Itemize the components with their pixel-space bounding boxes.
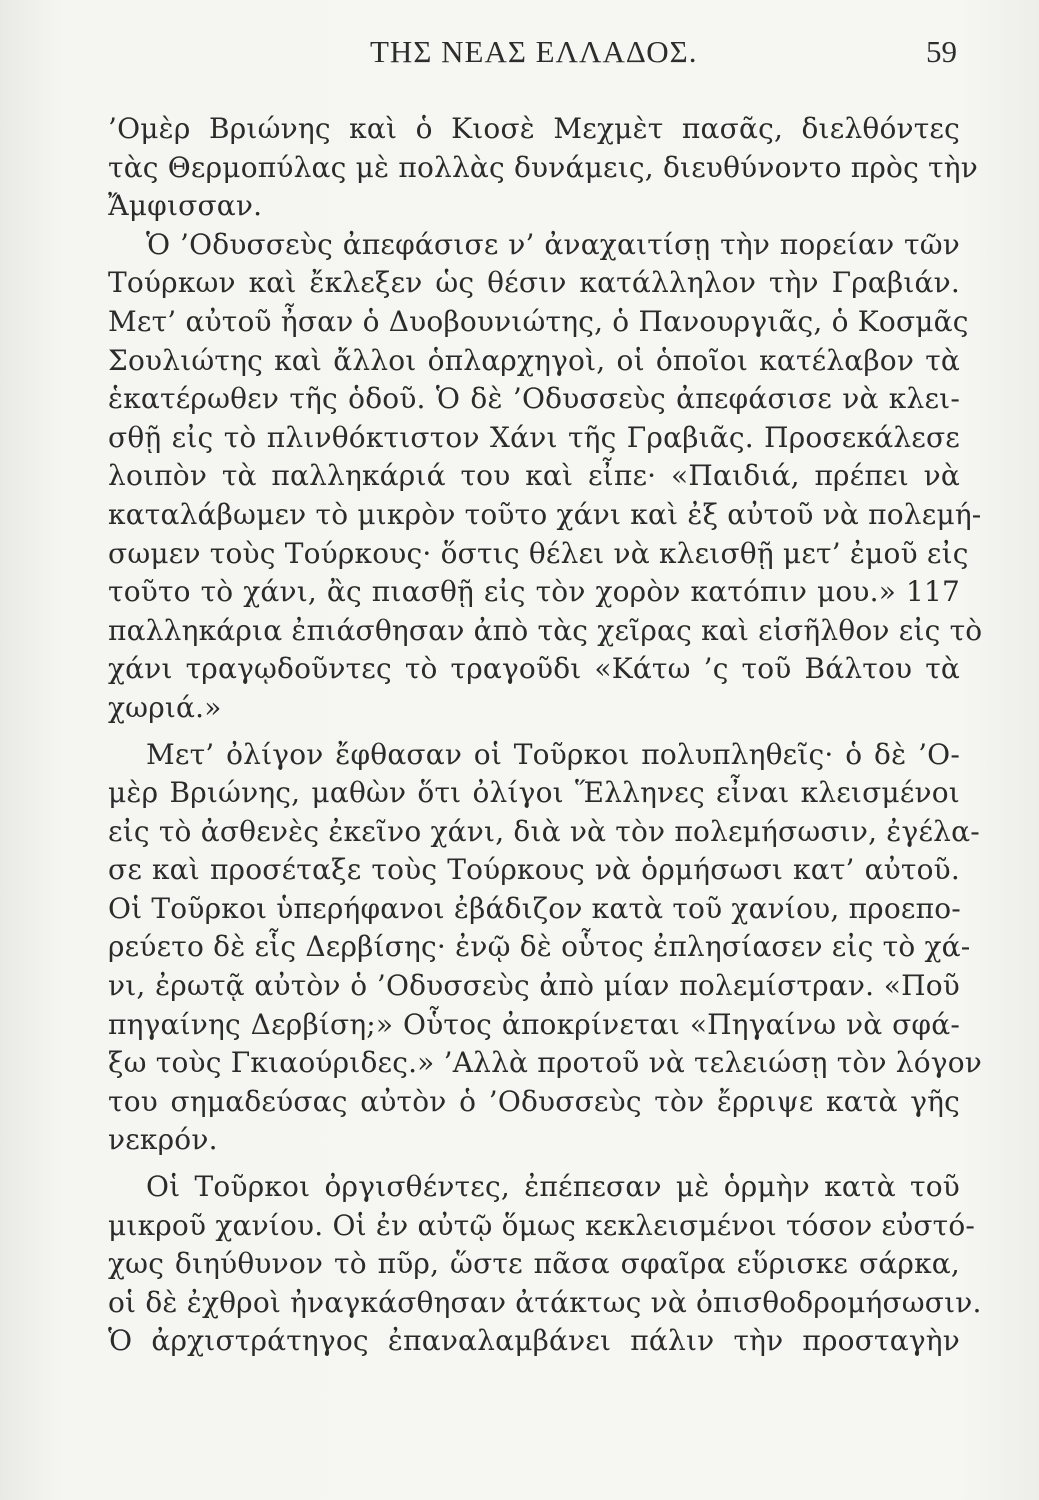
page-number: 59 — [926, 34, 957, 69]
text-line: Μετ’ αὐτοῦ ἦσαν ὁ Δυοβουνιώτης, ὁ Πανουργιᾶς, ὁ Κοσμᾶς — [108, 304, 969, 338]
text-line: λοιπὸν τὰ παλληκάριά του καὶ εἶπε· «Παιδιά, πρέπει νὰ — [108, 459, 960, 493]
text-line: ξω τοὺς Γκιαούριδες.» ’Αλλὰ προτοῦ νὰ τελειώσῃ τὸν λόγον — [108, 1046, 982, 1080]
text-line: χάνι τραγῳδοῦντες τὸ τραγοῦδι «Κάτω ’ς τοῦ Βάλτου τὰ — [108, 652, 960, 686]
text-line: Οἱ Τοῦρκοι ὀργισθέντες, ἐπέπεσαν μὲ ὁρμὴν κατὰ τοῦ — [146, 1170, 960, 1204]
text-line: του σημαδεύσας αὐτὸν ὁ ’Οδυσσεὺς τὸν ἔρριψε κατὰ γῆς — [108, 1084, 960, 1118]
text-line: Τούρκων καὶ ἔκλεξεν ὡς θέσιν κατάλληλον τὴν Γραβιάν. — [108, 266, 960, 300]
text-line: Ὁ ἀρχιστράτηγος ἐπαναλαμβάνει πάλιν τὴν προσταγὴν — [108, 1324, 960, 1358]
text-line: νεκρόν. — [108, 1123, 218, 1157]
text-line: τοῦτο τὸ χάνι, ἂς πιασθῇ εἰς τὸν χορὸν κατόπιν μου.» 117 — [108, 575, 960, 609]
body-text — [108, 110, 983, 1361]
running-title: ΤΗΣ ΝΕΑΣ ΕΛΛΑΔΟΣ. — [370, 34, 698, 69]
text-line: οἱ δὲ ἐχθροὶ ἠναγκάσθησαν ἀτάκτως νὰ ὀπισθοδρομήσωσιν. — [108, 1285, 982, 1319]
text-line: μὲρ Βριώνης, μαθὼν ὅτι ὀλίγοι Ἕλληνες εἶναι κλεισμένοι — [108, 776, 960, 810]
page-header — [0, 30, 1039, 80]
text-line: ’Ομὲρ Βριώνης καὶ ὁ Κιοσὲ Μεχμὲτ πασᾶς, διελθόντες — [108, 112, 960, 145]
text-line: ἑκατέρωθεν τῆς ὁδοῦ. Ὁ δὲ ’Οδυσσεὺς ἀπεφάσισε νὰ κλει- — [108, 382, 960, 416]
text-line: χωριά.» — [108, 690, 222, 724]
text-line: νι, ἐρωτᾷ αὐτὸν ὁ ’Οδυσσεὺς ἀπὸ μίαν πολεμίστραν. «Ποῦ — [108, 969, 960, 1003]
text-line: Ὁ ’Οδυσσεὺς ἀπεφάσισε ν’ ἀναχαιτίσῃ τὴν πορείαν τῶν — [146, 227, 960, 261]
text-line: σωμεν τοὺς Τούρκους· ὅστις θέλει νὰ κλεισθῇ μετ’ ἐμοῦ εἰς — [108, 536, 969, 570]
text-line: Μετ’ ὀλίγον ἔφθασαν οἱ Τοῦρκοι πολυπληθεῖς· ὁ δὲ ’Ο- — [146, 737, 960, 771]
text-line: καταλάβωμεν τὸ μικρὸν τοῦτο χάνι καὶ ἐξ αὐτοῦ νὰ πολεμή- — [108, 497, 982, 531]
text-line: τὰς Θερμοπύλας μὲ πολλὰς δυνάμεις, διευθύνοντο πρὸς τὴν — [108, 150, 978, 184]
text-line: μικροῦ χανίου. Οἱ ἐν αὐτῷ ὅμως κεκλεισμένοι τόσον εὐστό- — [108, 1208, 976, 1242]
text-line: ρεύετο δὲ εἷς Δερβίσης· ἐνῷ δὲ οὗτος ἐπλησίασεν εἰς τὸ χά- — [108, 930, 971, 964]
text-line: Σουλιώτης καὶ ἄλλοι ὁπλαρχηγοὶ, οἱ ὁποῖοι κατέλαβον τὰ — [108, 343, 960, 377]
text-line: παλληκάρια ἐπιάσθησαν ἀπὸ τὰς χεῖρας καὶ εἰσῆλθον εἰς τὸ — [108, 613, 983, 647]
text-line: πηγαίνης Δερβίση;» Οὗτος ἀποκρίνεται «Πηγαίνω νὰ σφά- — [108, 1007, 960, 1041]
text-line: Οἱ Τοῦρκοι ὑπερήφανοι ἐβάδιζον κατὰ τοῦ χανίου, προεπο- — [108, 891, 961, 925]
text-line: σθῇ εἰς τὸ πλινθόκτιστον Χάνι τῆς Γραβιᾶς. Προσεκάλεσε — [108, 420, 960, 454]
text-line: σε καὶ προσέταξε τοὺς Τούρκους νὰ ὁρμήσωσι κατ’ αὐτοῦ. — [108, 853, 960, 887]
text-line: Ἄμφισσαν. — [108, 189, 263, 223]
text-line: εἰς τὸ ἀσθενὲς ἐκεῖνο χάνι, διὰ νὰ τὸν πολεμήσωσιν, ἐγέλα- — [108, 814, 980, 848]
text-line: χως διηύθυνον τὸ πῦρ, ὥστε πᾶσα σφαῖρα εὕρισκε σάρκα, — [108, 1247, 960, 1281]
